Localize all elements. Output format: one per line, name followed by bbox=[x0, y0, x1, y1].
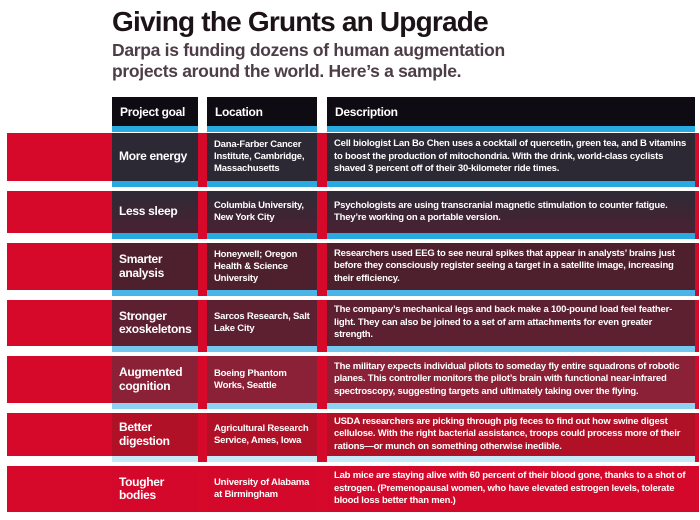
photo-placeholder bbox=[7, 300, 112, 346]
row-divider-stripe bbox=[7, 233, 699, 239]
row-divider-stripe bbox=[7, 403, 699, 409]
column-gap bbox=[198, 133, 207, 181]
project-goal-text: Stronger exoskeletons bbox=[119, 308, 192, 336]
project-goal-text: More energy bbox=[119, 149, 188, 164]
project-goal-cell bbox=[112, 300, 198, 346]
table-header bbox=[7, 97, 699, 133]
photo-placeholder bbox=[7, 413, 112, 456]
description-text: USDA researchers are picking through pig feces to find out how swine digest cellulose. With the right bacterial assistance, troops could process more of their rations—or munch on something otherwise inedible. bbox=[334, 415, 681, 452]
project-goal-cell bbox=[112, 243, 198, 290]
description-text: Cell biologist Lan Bo Chen uses a cocktail of quercetin, green tea, and B vitamins to boost the production of mitochondria. With the drink, world-class cyclists shaved 3 percent off of their 30-kilometer ride times. bbox=[334, 138, 687, 175]
row-divider-stripe bbox=[7, 181, 699, 187]
description-text: Psychologists are using transcranial magnetic stimulation to counter fatigue. They’re working on a portable version. bbox=[334, 199, 668, 223]
description-text: Researchers used EEG to see neural spikes that appear in analysts’ brains just before they consciously register seeing a target in a satellite image, increasing their efficiency. bbox=[334, 247, 675, 284]
column-gap bbox=[198, 97, 207, 126]
location-cell bbox=[207, 133, 317, 181]
location-cell bbox=[207, 466, 317, 512]
description-cell bbox=[327, 300, 695, 346]
column-gap bbox=[198, 191, 207, 233]
table-row bbox=[7, 356, 699, 413]
description-text: Lab mice are staying alive with 60 percent of their blood gone, thanks to a shot of estrogen. (Premenopausal women, who have elevated estrogen levels, tolerate blood loss better than men.) bbox=[334, 470, 686, 507]
description-text: The company’s mechanical legs and back make a 100-pound load feel feather-light. They can also be joined to a set of arm attachments for even greater strength. bbox=[334, 304, 673, 341]
photo-placeholder bbox=[7, 243, 112, 290]
photo-placeholder bbox=[7, 356, 112, 403]
description-cell bbox=[327, 356, 695, 403]
photo-placeholder bbox=[7, 466, 112, 512]
row-divider-stripe bbox=[7, 290, 699, 296]
description-cell bbox=[327, 466, 695, 512]
column-gap bbox=[198, 413, 207, 456]
location-text: Boeing Phantom Works, Seattle bbox=[214, 367, 287, 391]
page-subtitle: Darpa is funding dozens of human augmentation projects around the world. Here’s a sample. bbox=[112, 40, 505, 81]
project-goal-text: Less sleep bbox=[119, 204, 178, 219]
project-goal-text: Augmented cognition bbox=[119, 365, 183, 393]
column-header-label: Description bbox=[335, 104, 398, 119]
column-gap bbox=[317, 133, 327, 181]
table-row bbox=[7, 133, 699, 191]
photo-placeholder bbox=[7, 133, 112, 181]
location-cell bbox=[207, 243, 317, 290]
title-block bbox=[0, 0, 700, 82]
column-header-project-goal bbox=[112, 97, 198, 126]
project-goal-cell bbox=[112, 466, 198, 512]
description-cell bbox=[327, 243, 695, 290]
project-goal-cell bbox=[112, 133, 198, 181]
column-gap bbox=[317, 413, 327, 456]
column-header-label: Location bbox=[215, 104, 263, 119]
project-goal-text: Smarter analysis bbox=[119, 252, 164, 280]
location-text: University of Alabama at Birmingham bbox=[214, 477, 310, 500]
column-gap bbox=[198, 356, 207, 403]
column-gap bbox=[198, 243, 207, 290]
location-text: Honeywell; Oregon Health & Science University bbox=[214, 248, 298, 284]
column-gap bbox=[317, 466, 327, 512]
location-cell bbox=[207, 413, 317, 456]
table-row bbox=[7, 243, 699, 300]
header-left-spacer bbox=[7, 97, 112, 126]
column-gap bbox=[198, 300, 207, 346]
column-gap bbox=[317, 356, 327, 403]
table-row bbox=[7, 466, 699, 518]
project-goal-cell bbox=[112, 356, 198, 403]
row-divider-stripe bbox=[7, 346, 699, 352]
infographic-table bbox=[7, 97, 699, 518]
row-divider-stripe bbox=[7, 456, 699, 462]
page-title: Giving the Grunts an Upgrade bbox=[112, 6, 488, 37]
location-text: Sarcos Research, Salt Lake City bbox=[214, 311, 310, 334]
table-row bbox=[7, 191, 699, 243]
location-cell bbox=[207, 191, 317, 233]
project-goal-text: Tougher bodies bbox=[119, 474, 165, 502]
column-gap bbox=[317, 300, 327, 346]
location-cell bbox=[207, 300, 317, 346]
location-cell bbox=[207, 356, 317, 403]
column-header-description bbox=[327, 97, 695, 126]
location-text: Columbia University, New York City bbox=[214, 200, 304, 223]
column-gap bbox=[317, 191, 327, 233]
column-gap bbox=[198, 466, 207, 512]
description-text: The military expects individual pilots to someday fly entire squadrons of robotic planes. This controller monitors the pilot’s brain with functional near-infrared spectroscopy, suggesting targets and ultimately taking over the flying. bbox=[334, 360, 680, 397]
location-text: Dana-Farber Cancer Institute, Cambridge, Massachusetts bbox=[214, 139, 305, 174]
description-cell bbox=[327, 133, 695, 181]
column-header-location bbox=[207, 97, 317, 126]
table-row bbox=[7, 413, 699, 466]
column-header-label: Project goal bbox=[120, 104, 186, 119]
header-underline-stripe bbox=[7, 126, 699, 132]
location-text: Agricultural Research Service, Ames, Iowa bbox=[214, 422, 309, 446]
description-cell bbox=[327, 413, 695, 456]
photo-placeholder bbox=[7, 191, 112, 233]
table-row bbox=[7, 300, 699, 356]
project-goal-cell bbox=[112, 191, 198, 233]
project-goal-text: Better digestion bbox=[119, 420, 170, 448]
project-goal-cell bbox=[112, 413, 198, 456]
column-gap bbox=[317, 97, 327, 126]
description-cell bbox=[327, 191, 695, 233]
column-gap bbox=[317, 243, 327, 290]
